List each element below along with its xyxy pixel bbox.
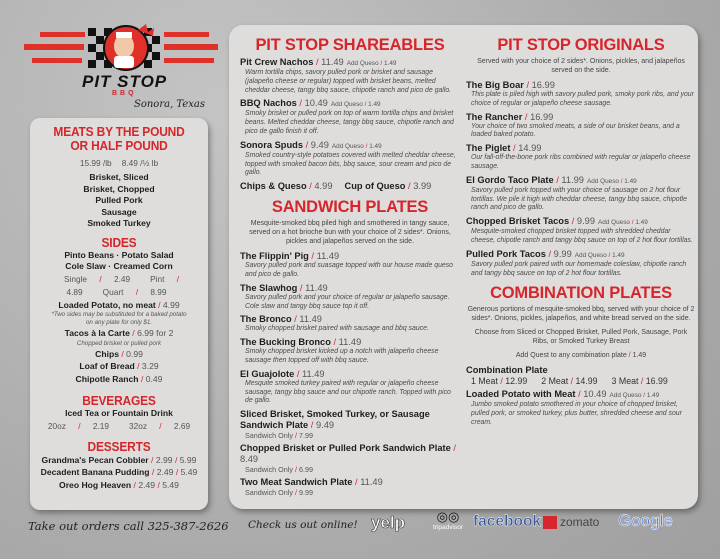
menu-item xyxy=(30,455,208,467)
slash-divider xyxy=(97,274,104,284)
add-queso xyxy=(575,252,625,259)
plate-options xyxy=(466,376,696,386)
slash-divider xyxy=(638,376,645,386)
slash-divider xyxy=(76,421,83,431)
item-name: Pit Crew Nachos xyxy=(240,57,314,67)
slash-divider xyxy=(173,455,180,465)
slash-divider xyxy=(568,376,575,386)
item-name: The Flippin' Pig xyxy=(240,251,309,262)
meat-item: Pulled Pork xyxy=(95,195,143,205)
item-price: 4.99 xyxy=(314,181,333,192)
menu-item xyxy=(30,349,208,361)
item-description: Savory pulled pork and your choice of regular or jalapeño sausage. Cole slaw and tangy bbq sauce top it off. xyxy=(245,293,450,310)
item-price: 2.49 xyxy=(138,479,156,490)
item-price: 11.49 xyxy=(338,337,362,348)
sub-label: Sandwich Only xyxy=(245,465,293,475)
section-intro: Served with your choice of 2 sides*. Onions, pickles, and jalapeños served on the side. xyxy=(477,58,685,74)
item-header xyxy=(466,389,696,401)
item-name: BBQ Nachos xyxy=(240,98,297,109)
item-description: Warm tortilla chips, savory pulled pork or brisket and sausage (jalapeño cheese or regular) topped with brisket beans, melted cheddar cheese, tangy bbq sauce, chipotle ranch and pico de gallo. xyxy=(245,69,452,94)
size-label: 20oz xyxy=(47,420,66,431)
slash-divider xyxy=(522,112,530,122)
item-name: The Rancher xyxy=(466,111,523,122)
slash-divider xyxy=(149,455,156,465)
item-name: The Slawhog xyxy=(240,282,298,293)
item-description: Our fall-off-the-bone pork ribs combined with regular or jalapeño cheese sausage. xyxy=(471,154,691,170)
size-value: 16.99 xyxy=(645,376,668,387)
item-description: Jumbo smoked potato smothered in your choice of chopped brisket, pulled pork, or smoked turkey, plus butter, shredded cheese and sour cream. xyxy=(471,401,682,426)
addon-label: Add Queso xyxy=(346,60,379,67)
add-queso xyxy=(347,60,397,67)
item-price: 9.49 xyxy=(315,420,335,431)
location: Sonora, Texas xyxy=(134,99,205,110)
item-price: 9.99 xyxy=(553,248,572,259)
addon-label: Add Queso xyxy=(609,392,642,400)
meat-item: Brisket, Chopped xyxy=(83,183,155,194)
item-price: 5.99 xyxy=(179,454,197,465)
meat-item: Smoked Turkey xyxy=(87,218,151,228)
addon-price: 1.49 xyxy=(635,219,648,227)
menu-item xyxy=(30,374,208,386)
item-price: 9.99 xyxy=(576,216,596,227)
menu-item xyxy=(466,80,696,109)
sub-price: 9.99 xyxy=(298,488,313,498)
item-name: Decadent Banana Pudding xyxy=(40,467,150,477)
addon-price: 1.49 xyxy=(624,177,637,185)
middle-column xyxy=(240,36,460,500)
addon-label: Add Queso xyxy=(574,251,607,259)
item-name: El Guajolote xyxy=(240,368,295,379)
slash-divider xyxy=(297,98,305,108)
beverages-title: BEVERAGES xyxy=(82,393,156,408)
item-name: Chips xyxy=(95,348,119,359)
menu-item xyxy=(240,181,460,192)
right-column xyxy=(466,36,696,431)
slash-divider xyxy=(174,274,179,284)
item-price: 3.29 xyxy=(141,361,159,371)
sides-title: SIDES xyxy=(101,234,137,250)
dessert-items xyxy=(30,455,208,492)
section-title: COMBINATION PLATES xyxy=(490,284,672,303)
side-sizes xyxy=(30,273,208,299)
menu-item xyxy=(30,361,208,373)
item-description: Savory pulled pork and suasage topped with our house made queso and pico de gallo. xyxy=(245,262,454,278)
item-description: Smoky chopped brisket paired with sausage and bbq sauce. xyxy=(245,325,429,333)
price-half-lb: 8.49 /½ lb xyxy=(121,158,159,168)
logo xyxy=(18,22,218,102)
slash-divider xyxy=(294,369,302,379)
menu-item xyxy=(466,389,696,427)
meat-list xyxy=(30,172,208,230)
size-value: 8.99 xyxy=(150,286,167,297)
item-name: Tacos à la Carte xyxy=(64,328,130,338)
section-title: SANDWICH PLATES xyxy=(271,198,429,217)
meat-item: Sausage xyxy=(101,206,137,217)
slash-divider xyxy=(150,467,157,477)
item-price: 0.49 xyxy=(145,373,163,384)
side-items xyxy=(30,300,208,386)
item-price: 2.49 xyxy=(156,467,174,477)
addon-label: Add Queso xyxy=(330,101,363,109)
side-item: Pinto Beans · Potato Salad xyxy=(64,249,174,260)
menu-item xyxy=(30,328,208,340)
menu-item xyxy=(466,112,696,141)
check-online: Check us out online! xyxy=(248,519,358,531)
sub-label: Sandwich Only xyxy=(245,488,293,498)
menu-item xyxy=(240,98,460,136)
item-price: 10.49 xyxy=(304,98,328,109)
size-value: 4.89 xyxy=(66,286,83,297)
menu-item xyxy=(240,314,460,334)
sub-label: Sandwich Only xyxy=(245,431,293,441)
item-note: Chopped brisket or pulled pork xyxy=(76,339,162,347)
add-queso xyxy=(587,178,637,185)
item-price: 5.49 xyxy=(180,467,198,477)
google-link[interactable]: Google xyxy=(618,511,673,530)
item-header xyxy=(240,409,460,431)
item-header xyxy=(240,337,460,348)
item-price: 4.99 xyxy=(162,299,180,310)
item-pair xyxy=(240,181,460,192)
slash-divider xyxy=(130,328,137,338)
slash-divider xyxy=(135,361,142,371)
size-price xyxy=(541,376,597,386)
slash-divider xyxy=(173,467,180,477)
takeout-phone: Take out orders call 325-387-2626 xyxy=(28,519,229,533)
tripadvisor-label: tripadvisor xyxy=(433,524,463,531)
slash-divider xyxy=(297,283,305,293)
menu-item xyxy=(466,143,696,172)
item-name: The Bronco xyxy=(240,314,292,325)
size-label: Pint xyxy=(150,273,165,284)
slash-divider xyxy=(524,80,532,90)
size-price xyxy=(471,376,527,386)
item-price: 5.49 xyxy=(162,479,179,490)
menu-item xyxy=(240,283,460,312)
item-price: 11.49 xyxy=(321,57,344,67)
menu-item xyxy=(30,467,208,479)
zomato-link[interactable] xyxy=(543,515,599,529)
slash-divider xyxy=(309,251,317,261)
item-header xyxy=(466,216,696,228)
meat-prices xyxy=(30,157,208,170)
item-name: Oreo Hog Heaven xyxy=(59,479,132,490)
slash-divider xyxy=(156,300,163,310)
addon-price: 1.49 xyxy=(369,142,382,150)
sub-price: 6.99 xyxy=(298,465,313,475)
item-name: El Gordo Taco Plate xyxy=(466,174,554,185)
brand-name: PIT STOP xyxy=(82,72,168,91)
note-price: 1.49 xyxy=(632,352,647,360)
item-name: Loaded Potato, no meat xyxy=(58,299,156,310)
item-name: Sonora Spuds xyxy=(240,139,304,150)
menu-item xyxy=(240,251,460,280)
brand-sub: BBQ xyxy=(112,90,137,97)
size-label: 3 Meat xyxy=(611,376,639,387)
size-value: 14.99 xyxy=(575,376,598,387)
size-value: 12.99 xyxy=(505,376,528,387)
item-name: Sliced Brisket, Smoked Turkey, or Sausage Sandwich Plate xyxy=(240,409,430,431)
addon-price: 1.49 xyxy=(368,101,381,109)
menu-item xyxy=(466,175,696,213)
pair-item xyxy=(240,181,333,191)
item-name: The Big Boar xyxy=(466,80,524,90)
section-intro: Generous portions of mesquite-smoked bbq, served with your choice of 2 sides*. Onions, pickles, jalapeños, and white bread served on the side. xyxy=(467,306,695,323)
facebook-link[interactable]: facebook xyxy=(473,513,542,530)
item-name: Grandma's Pecan Cobbler xyxy=(41,454,149,465)
meat-item: Brisket, Sliced xyxy=(89,172,149,182)
size-price xyxy=(59,274,135,284)
item-price: 11.49 xyxy=(316,251,340,262)
item-description: Savory pulled pork paired with our homemade coleslaw, chipotle ranch and tangy bbq sauce on top of 2 hot flour tortillas. xyxy=(471,260,687,277)
item-description: Smoked country-style potatoes covered with melted cheddar cheese, topped with smoked bacon bits, bbq sauce, sour cream and pico de gallo. xyxy=(245,151,456,177)
addon-price: 1.49 xyxy=(646,392,660,400)
slash-divider xyxy=(308,420,316,430)
zomato-label: zomato xyxy=(560,515,600,529)
item-description: Savory pulled pork topped with your choice of sausage on 2 hot flour tortillas. We pile it high with cheddar cheese, tangy bbq sauce, chipotle ranch and pico de gallo. xyxy=(471,186,687,212)
item-name: Pulled Pork Tacos xyxy=(466,248,546,259)
item-header xyxy=(240,283,460,294)
side-item: Cole Slaw · Creamed Corn xyxy=(65,261,173,271)
section-intro: Choose from Sliced or Chopped Brisket, Pulled Pork, Sausage, Pork Ribs, or Smoked Turkey Breast xyxy=(474,329,688,346)
item-header xyxy=(240,314,460,325)
item-price: 11.49 xyxy=(360,477,383,488)
item-name: Cup of Queso xyxy=(344,181,406,192)
yelp-link[interactable]: yelp xyxy=(371,513,406,532)
sandwich-only xyxy=(240,488,460,497)
slash-divider xyxy=(313,57,321,67)
size-value: 2.19 xyxy=(92,420,109,431)
item-header xyxy=(240,369,460,380)
menu-item xyxy=(240,57,460,95)
size-price xyxy=(43,421,114,431)
menu-item xyxy=(240,140,460,178)
item-description: Smoky brisket or pulled pork on top of warm tortilla chips and brisket beans. Melted cheddar cheese, tangy bbq sauce, chipotle ranch and pico de gallo finish it off. xyxy=(245,110,454,135)
slash-divider xyxy=(331,337,339,347)
menu-item xyxy=(240,477,460,497)
item-header xyxy=(240,251,460,262)
item-header xyxy=(466,80,696,91)
slash-divider xyxy=(546,249,554,259)
size-value: 2.69 xyxy=(173,420,191,431)
item-price: 0.99 xyxy=(126,348,143,359)
item-header xyxy=(240,98,460,110)
section-intro: Mesquite-smoked bbq piled high and smothered in tangy sauce, served on a hot brioche bun with your choice of 2 sides*. Onions, pickles and jalapeños served on the side. xyxy=(249,220,451,246)
size-label: 2 Meat xyxy=(541,376,569,387)
item-price: 11.49 xyxy=(302,368,325,379)
item-header xyxy=(240,477,460,488)
item-name: Loaf of Bread xyxy=(79,361,135,371)
size-label: 32oz xyxy=(129,420,147,431)
addon-label: Add Queso xyxy=(598,219,630,227)
section-title: PIT STOP ORIGINALS xyxy=(497,36,665,54)
side-lines xyxy=(30,250,208,273)
menu-item xyxy=(30,480,208,492)
item-price: 3.99 xyxy=(413,181,432,192)
item-price: 11.49 xyxy=(299,314,322,325)
item-header xyxy=(466,143,696,154)
item-name: Combination Plate xyxy=(466,365,548,376)
left-panel xyxy=(30,118,208,510)
zomato-icon xyxy=(543,516,557,529)
meats-title: MEATS BY THE POUND xyxy=(53,124,185,139)
item-description: Mesquite smoked turkey paired with regular or jalapeño cheese sausage, tangy bbq sauce and our chipotle ranch. Topped with pico de gallo. xyxy=(245,379,451,405)
item-name: The Bucking Bronco xyxy=(240,337,331,348)
size-value: 2.49 xyxy=(113,273,131,284)
item-header xyxy=(466,175,696,187)
item-description: Smoky chopped brisket kicked up a notch with jalapeño cheese sausage then topped off with bbq sauce. xyxy=(245,348,439,364)
item-price: 6.99 for 2 xyxy=(137,328,174,338)
item-name: The Piglet xyxy=(466,143,511,154)
item-description: Mesquite-smoked chopped brisket topped with shredded cheddar cheese, chipotle ranch and tangy bbq sauce on top of 2 hot flour tortillas. xyxy=(471,228,693,244)
item-price: 11.49 xyxy=(305,282,328,293)
section-title: PIT STOP SHAREABLES xyxy=(255,36,445,54)
item-header xyxy=(240,443,460,465)
add-queso xyxy=(598,219,648,226)
menu-item xyxy=(240,369,460,406)
sub-price: 7.99 xyxy=(298,431,313,441)
menu-item xyxy=(466,216,696,246)
sandwich-only xyxy=(240,431,460,440)
size-label: Quart xyxy=(102,286,124,297)
item-name: Two Meat Sandwich Plate xyxy=(240,477,353,488)
slash-divider xyxy=(451,443,456,453)
addon-label: Add Queso xyxy=(586,177,619,185)
desserts-title: DESSERTS xyxy=(87,438,151,454)
pair-item xyxy=(345,181,432,191)
menu-item xyxy=(240,409,460,440)
meats-title-2: OR HALF POUND xyxy=(70,138,168,153)
price-per-lb: 15.99 /lb xyxy=(79,158,112,168)
item-description: Your choice of two smoked meats, a side of our brisket beans, and a loaded baked potato. xyxy=(471,122,680,139)
add-queso xyxy=(331,101,381,108)
item-header xyxy=(240,140,460,152)
section-note xyxy=(466,351,696,360)
slash-divider xyxy=(133,287,140,297)
item-price: 14.99 xyxy=(518,143,542,154)
item-price: 9.49 xyxy=(310,139,329,150)
menu-item xyxy=(466,249,696,279)
item-note: *Two sides may be substituted for a baked potato on any plate for only $1. xyxy=(51,311,187,326)
add-queso xyxy=(610,392,660,399)
item-header xyxy=(466,249,696,261)
addon-price: 1.49 xyxy=(612,251,625,259)
slash-divider xyxy=(139,374,146,384)
add-queso xyxy=(332,143,382,150)
addon-price: 1.49 xyxy=(384,60,397,67)
sandwich-only xyxy=(240,465,460,474)
menu-item xyxy=(240,443,460,474)
slash-divider xyxy=(303,140,311,150)
size-price xyxy=(124,421,195,431)
item-header xyxy=(240,57,460,69)
size-label: 1 Meat xyxy=(471,376,498,387)
item-name: Chips & Queso xyxy=(240,181,307,192)
item-name: Loaded Potato with Meat xyxy=(466,389,576,400)
menu-item xyxy=(240,337,460,366)
size-price xyxy=(98,287,172,297)
item-price: 11.99 xyxy=(561,174,584,185)
addon-label: Add Queso xyxy=(331,142,364,150)
item-header xyxy=(466,112,696,123)
menu-item xyxy=(30,300,208,312)
slash-divider xyxy=(157,421,164,431)
item-price: 10.49 xyxy=(583,389,607,400)
item-name: Chipotle Ranch xyxy=(75,373,139,384)
item-price: 8.49 xyxy=(240,454,259,465)
item-price: 16.99 xyxy=(531,80,555,90)
item-price: 16.99 xyxy=(530,111,554,122)
slash-divider xyxy=(569,216,577,226)
tripadvisor-link[interactable] xyxy=(428,510,468,531)
size-label: Single xyxy=(63,273,88,284)
item-price: 2.99 xyxy=(155,454,173,465)
note-text: Add Quest to any combination plate xyxy=(515,352,627,360)
beverage-item: Iced Tea or Fountain Drink xyxy=(65,408,173,418)
item-description: This plate is piled high with savory pulled pork, smoky pork ribs, and your choice of regular or jalapeño cheese sausage. xyxy=(471,91,694,107)
owl-icon: ◎◎ xyxy=(436,509,460,524)
menu-item xyxy=(466,365,696,386)
item-name: Chopped Brisket or Pulled Pork Sandwich Plate xyxy=(240,443,451,454)
item-name: Chopped Brisket Tacos xyxy=(466,216,570,227)
beverage-sizes xyxy=(30,420,208,433)
size-price xyxy=(612,376,668,386)
item-header xyxy=(466,365,696,376)
